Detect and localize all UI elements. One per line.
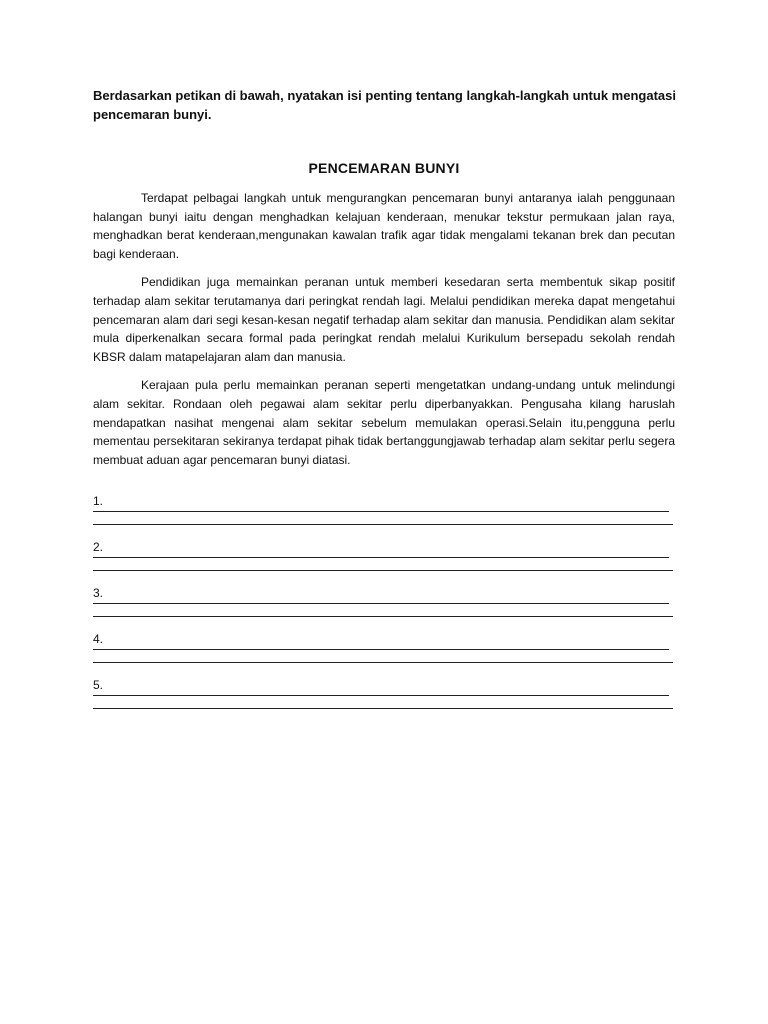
answer-line-2a[interactable] — [93, 539, 669, 558]
passage-paragraph-3: Kerajaan pula perlu memainkan peranan seperti mengetatkan undang-undang untuk melindungi alam sekitar. Rondaan oleh pegawai alam sekitar perlu diperbanyakkan. Pengusaha kilang haruslah mendapatkan nasihat mengenai alam sekitar sebelum memulakan operasi.Selain itu,pengguna perlu mementau persekitaran sekiranya terdapat pihak tidak bertanggungjawab terhadap alam sekitar perlu segera membuat aduan agar pencemaran bunyi diatasi. — [93, 378, 675, 467]
passage-body — [93, 189, 675, 479]
answer-line-4b[interactable] — [93, 650, 673, 663]
answer-item-5 — [93, 677, 673, 723]
answer-line-5a[interactable] — [93, 677, 669, 696]
answer-line-3b[interactable] — [93, 604, 673, 617]
answer-section — [93, 493, 673, 723]
passage-title: PENCEMARAN BUNYI — [308, 160, 460, 176]
answer-number-1: 1. — [93, 494, 104, 508]
answer-number-4: 4. — [93, 632, 104, 646]
answer-item-1 — [93, 493, 673, 539]
passage-paragraph-2: Pendidikan juga memainkan peranan untuk memberi kesedaran serta membentuk sikap positif terhadap alam sekitar terutamanya dari peringkat rendah lagi. Melalui pendidikan mereka dapat mengetahui pencemaran alam dari segi kesan-kesan negatif terhadap alam sekitar dan manusia. Pendidikan alam sekitar mula diperkenalkan secara formal pada peringkat rendah melalui Kurikulum bersepadu sekolah rendah KBSR dalam matapelajaran alam dan manusia. — [93, 275, 675, 364]
answer-item-4 — [93, 631, 673, 677]
passage-paragraph-1: Terdapat pelbagai langkah untuk mengurangkan pencemaran bunyi antaranya ialah penggunaan halangan bunyi iaitu dengan menghadkan kelajuan kenderaan, menukar tekstur permukaan jalan raya, menghadkan berat kenderaan,mengunakan kawalan trafik agar tidak mengalami tekanan brek dan pecutan bagi kenderaan. — [93, 191, 675, 261]
answer-line-1b[interactable] — [93, 512, 673, 525]
answer-item-2 — [93, 539, 673, 585]
answer-line-3a[interactable] — [93, 585, 669, 604]
answer-line-4a[interactable] — [93, 631, 669, 650]
answer-number-2: 2. — [93, 540, 104, 554]
answer-number-3: 3. — [93, 586, 104, 600]
answer-item-3 — [93, 585, 673, 631]
answer-line-5b[interactable] — [93, 696, 673, 709]
answer-line-1a[interactable] — [93, 493, 669, 512]
instruction-text: Berdasarkan petikan di bawah, nyatakan isi penting tentang langkah-langkah untuk mengatasi pencemaran bunyi. — [93, 88, 676, 122]
answer-number-5: 5. — [93, 678, 104, 692]
answer-line-2b[interactable] — [93, 558, 673, 571]
